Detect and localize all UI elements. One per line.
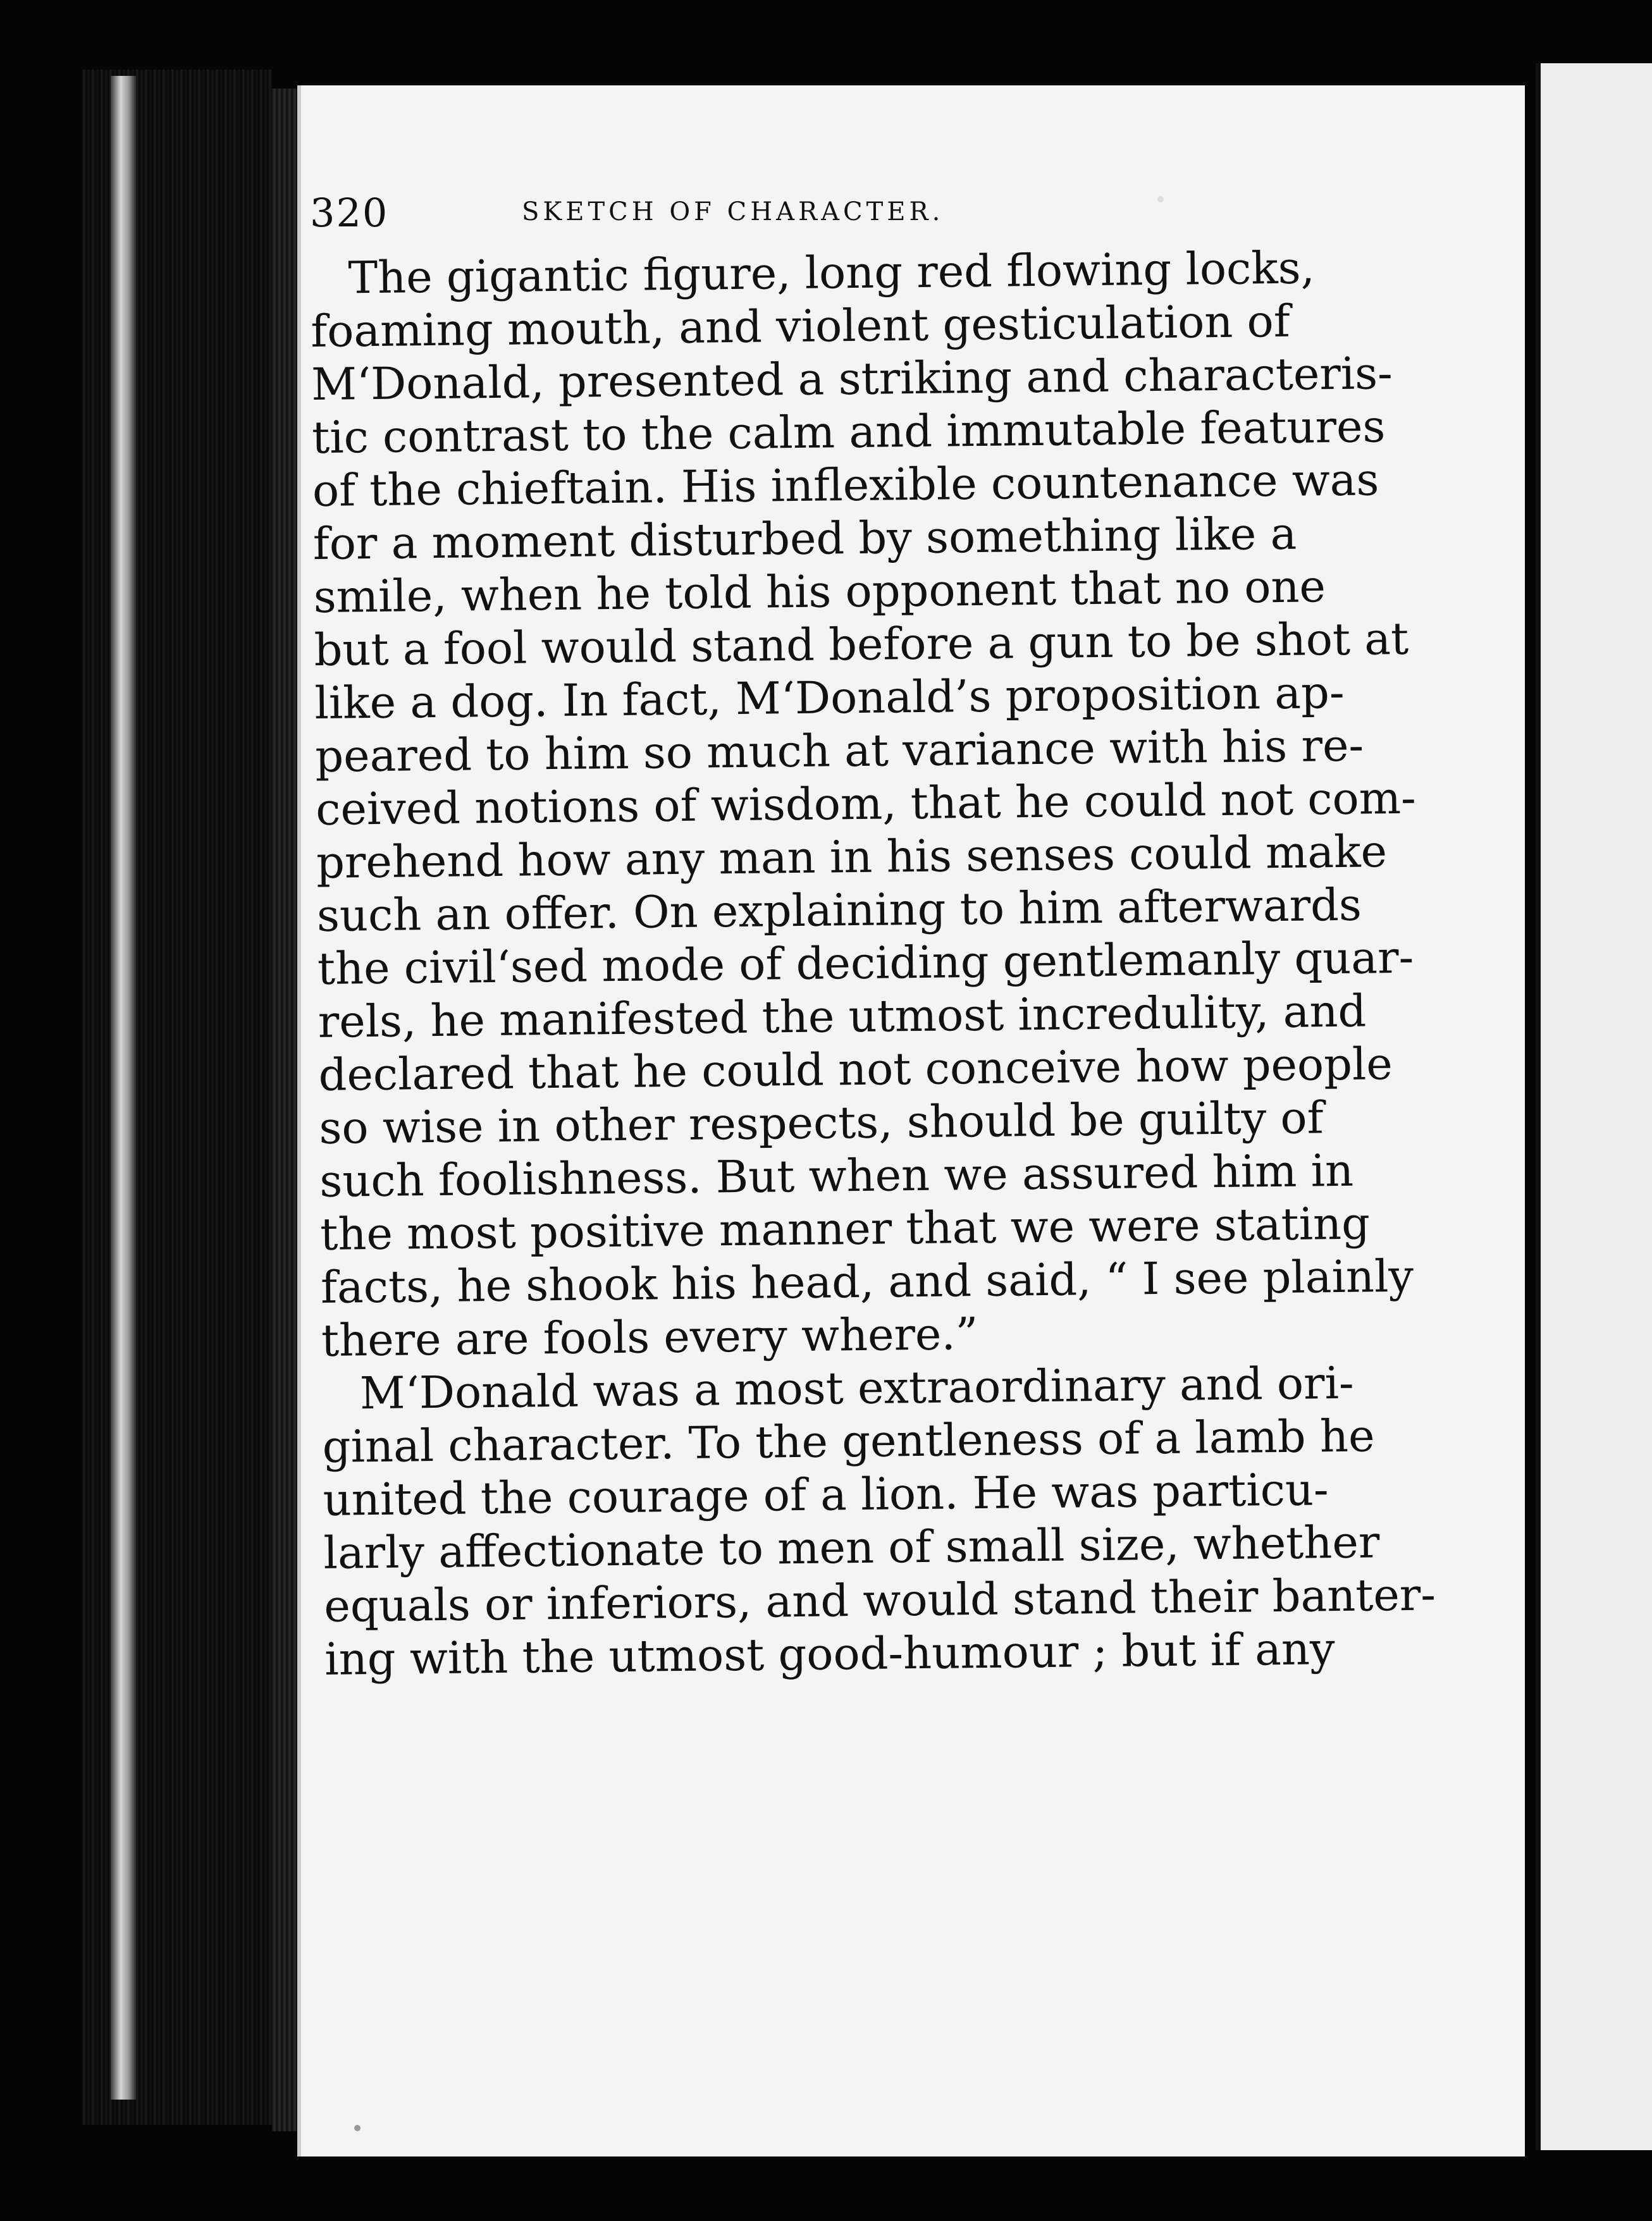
text-line: prehend how any man in his senses could make <box>316 825 1388 889</box>
text-line: the civil‘sed mode of deciding gentlemanly quar- <box>317 931 1414 995</box>
scan-speck <box>354 2125 361 2131</box>
text-line: peared to him so much at variance with his re- <box>314 719 1364 782</box>
paragraph-2 <box>321 1357 1436 1686</box>
body-text <box>310 242 1436 1685</box>
text-line: larly affectionate to men of small size, whether <box>323 1516 1380 1579</box>
text-line: smile, when he told his opponent that no one <box>313 560 1326 623</box>
text-line: The gigantic figure, long red flowing locks, <box>348 242 1316 304</box>
text-line: such an offer. On explaining to him afterwards <box>316 878 1362 942</box>
text-line: for a moment disturbed by something like a <box>312 507 1297 570</box>
next-page-edge <box>1536 63 1652 2150</box>
text-line: M‘Donald, presented a striking and characteris- <box>311 347 1393 410</box>
page-header <box>310 190 1221 247</box>
text-line: declared that he could not conceive how people <box>318 1038 1393 1101</box>
text-line: rels, he manifested the utmost incredulity, and <box>317 985 1367 1048</box>
text-line: ceived notions of wisdom, that he could not com- <box>315 772 1417 835</box>
text-line: of the chieftain. His inflexible countenance was <box>312 453 1379 517</box>
scan-speck <box>1157 196 1164 202</box>
text-line: ing with the utmost good-humour ; but if any <box>324 1623 1335 1685</box>
text-line: so wise in other respects, should be guilty of <box>319 1092 1324 1154</box>
text-line: foaming mouth, and violent gesticulation of <box>310 295 1291 357</box>
text-line: but a fool would stand before a gun to be shot at <box>314 612 1409 676</box>
text-line: ginal character. To the gentleness of a lamb he <box>322 1410 1375 1473</box>
text-line: there are fools every where.” <box>321 1308 978 1367</box>
text-line: the most positive manner that we were stating <box>319 1197 1371 1260</box>
running-head: SKETCH OF CHARACTER. <box>522 197 944 226</box>
paragraph-1 <box>310 242 1417 1367</box>
text-line: such foolishness. But when we assured him in <box>319 1144 1354 1207</box>
text-line: tic contrast to the calm and immutable features <box>311 400 1386 464</box>
spine-highlight <box>111 76 136 2100</box>
page-number: 320 <box>310 190 389 236</box>
text-line: M‘Donald was a most extraordinary and ori- <box>359 1357 1354 1420</box>
text-line: like a dog. In fact, M‘Donald’s proposition ap- <box>314 666 1345 729</box>
text-line: equals or inferiors, and would stand their banter- <box>324 1568 1436 1632</box>
text-line: facts, he shook his head, and said, “ I see plainly <box>320 1250 1414 1314</box>
text-line: united the courage of a lion. He was particu- <box>323 1463 1329 1526</box>
